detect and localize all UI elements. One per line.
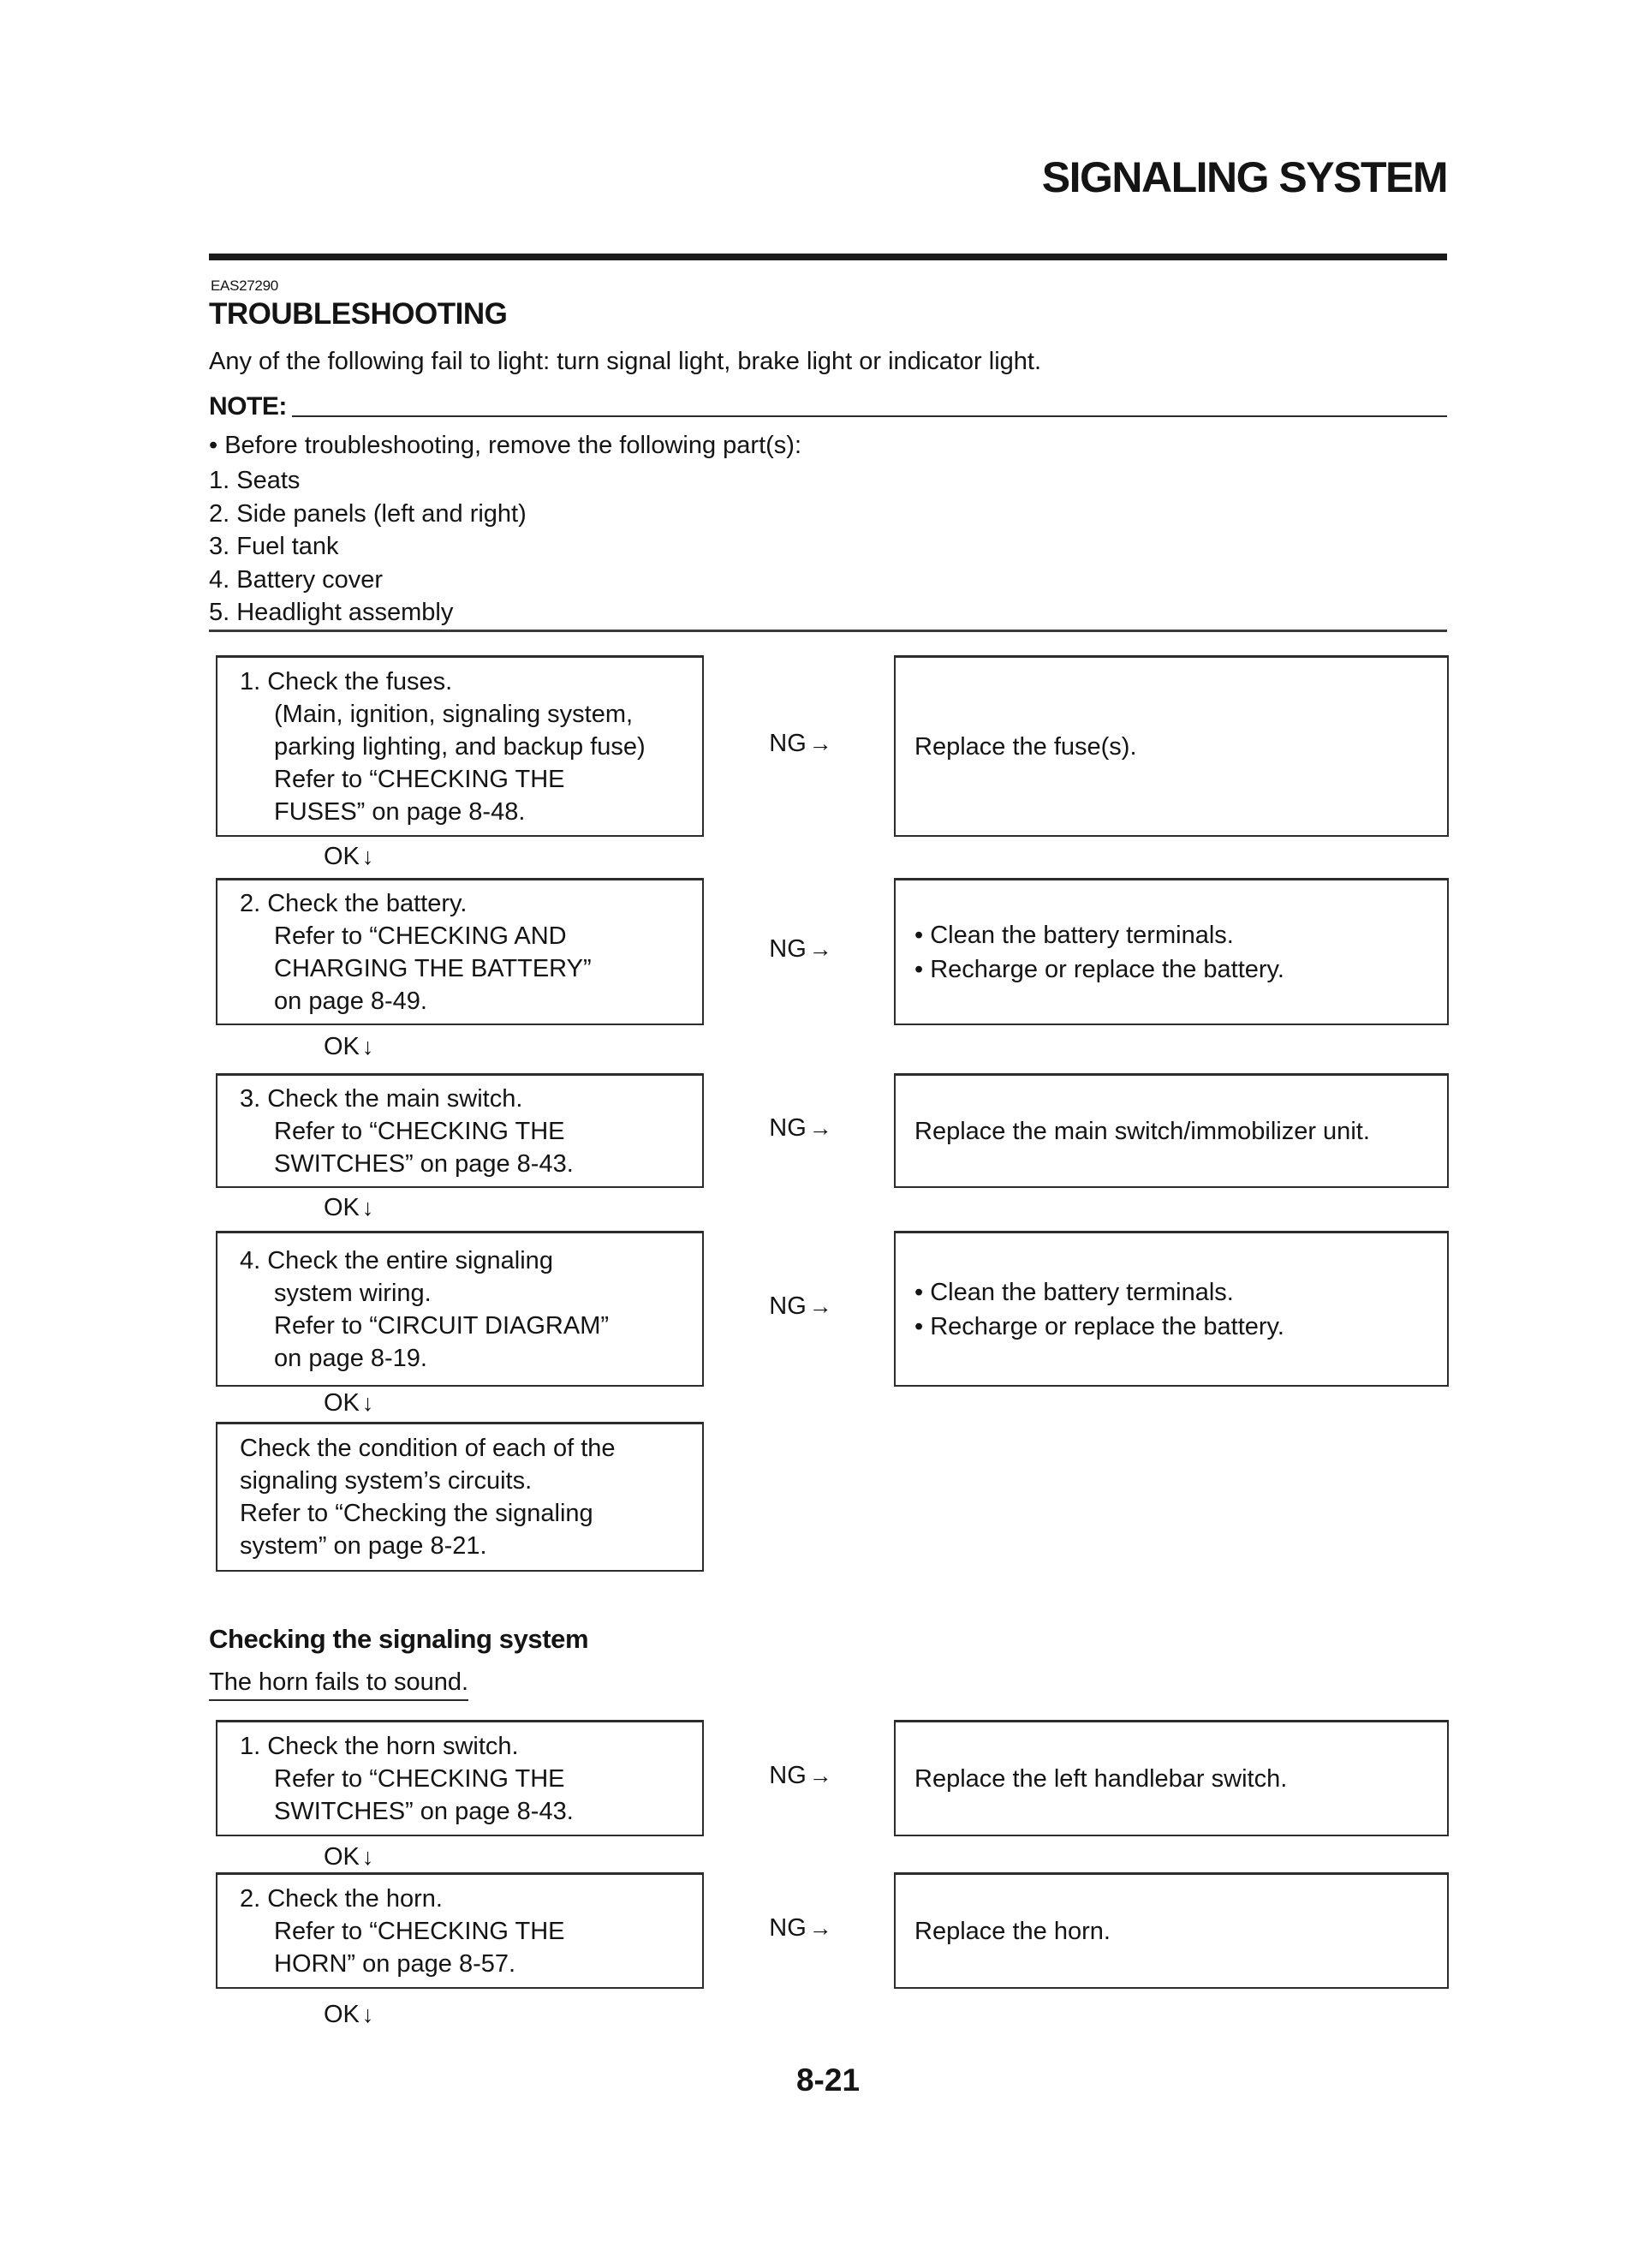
note-row — [209, 392, 1447, 421]
ok-connector: OK ↓ — [324, 2001, 374, 2028]
ng-connector: NG → — [769, 1914, 832, 1942]
result-box-horn — [894, 1872, 1449, 1989]
check-box-fuses — [216, 655, 704, 837]
right-arrow-icon: → — [808, 1915, 832, 1941]
text-line: Refer to “CIRCUIT DIAGRAM” — [274, 1311, 610, 1340]
text-line: Refer to “CHECKING AND — [274, 922, 567, 950]
ng-connector: NG → — [769, 935, 832, 963]
down-arrow-icon: ↓ — [361, 2002, 374, 2027]
text-line: CHARGING THE BATTERY” — [274, 954, 592, 982]
right-arrow-icon: → — [808, 936, 832, 962]
ok-connector: OK ↓ — [324, 1843, 374, 1871]
text-line: 1. Check the fuses. — [240, 667, 453, 695]
ng-connector: NG → — [769, 1292, 832, 1320]
ok-connector: OK ↓ — [324, 1389, 374, 1417]
text-line: 3. Fuel tank — [209, 533, 339, 560]
troubleshooting-heading: TROUBLESHOOTING — [209, 297, 508, 331]
text-line: SWITCHES” on page 8-43. — [274, 1149, 574, 1178]
ok-connector: OK ↓ — [324, 843, 374, 870]
text-line: system” on page 8-21. — [240, 1532, 487, 1560]
condition-text: The horn fails to sound. — [209, 1668, 468, 1701]
down-arrow-icon: ↓ — [361, 844, 374, 869]
text-line: • Recharge or replace the battery. — [914, 955, 1284, 983]
text-line: 2. Check the horn. — [240, 1884, 443, 1913]
list-divider — [209, 630, 1447, 632]
down-arrow-icon: ↓ — [361, 1034, 374, 1059]
ng-connector: NG → — [769, 1114, 832, 1142]
note-rule — [292, 415, 1447, 417]
check-box-wiring — [216, 1231, 704, 1387]
check-box-battery — [216, 878, 704, 1025]
text-line: • Recharge or replace the battery. — [914, 1312, 1284, 1340]
removal-list — [209, 464, 527, 630]
text-line: Refer to “CHECKING THE — [274, 1117, 565, 1145]
down-arrow-icon: ↓ — [361, 1390, 374, 1416]
result-box-battery — [894, 878, 1449, 1025]
note-bullet: • Before troubleshooting, remove the following part(s): — [209, 432, 802, 459]
down-arrow-icon: ↓ — [361, 1844, 374, 1870]
text-line: Check the condition of each of the — [240, 1435, 616, 1462]
right-arrow-icon: → — [808, 731, 832, 756]
text-line: Replace the left handlebar switch. — [914, 1764, 1288, 1793]
text-line: 3. Check the main switch. — [240, 1084, 523, 1113]
check-box-horn-switch — [216, 1720, 704, 1836]
text-line: system wiring. — [274, 1279, 432, 1307]
result-box-fuses — [894, 655, 1449, 837]
result-box-wiring — [894, 1231, 1449, 1387]
text-line: • Clean the battery terminals. — [914, 1278, 1234, 1306]
ok-connector: OK ↓ — [324, 1194, 374, 1221]
text-line: 5. Headlight assembly — [209, 599, 454, 626]
ok-connector: OK ↓ — [324, 1033, 374, 1060]
result-box-main-switch — [894, 1073, 1449, 1188]
page-title: SIGNALING SYSTEM — [1041, 153, 1447, 201]
ng-connector: NG → — [769, 1762, 832, 1789]
text-line: (Main, ignition, signaling system, — [274, 700, 634, 728]
text-line: SWITCHES” on page 8-43. — [274, 1797, 574, 1825]
signaling-check-heading: Checking the signaling system — [209, 1624, 589, 1654]
page-number: 8-21 — [795, 2062, 861, 2098]
right-arrow-icon: → — [808, 1763, 832, 1788]
down-arrow-icon: ↓ — [361, 1195, 374, 1221]
header-divider — [209, 254, 1447, 260]
text-line: FUSES” on page 8-48. — [274, 797, 526, 826]
right-arrow-icon: → — [808, 1293, 832, 1319]
text-line: Replace the main switch/immobilizer unit. — [914, 1117, 1370, 1145]
text-line: parking lighting, and backup fuse) — [274, 732, 646, 761]
ng-connector: NG → — [769, 730, 832, 757]
check-box-main-switch — [216, 1073, 704, 1188]
note-label: NOTE: — [209, 392, 287, 421]
text-line: 2. Check the battery. — [240, 889, 468, 917]
text-line: • Clean the battery terminals. — [914, 921, 1234, 949]
text-line: Refer to “CHECKING THE — [274, 765, 565, 793]
right-arrow-icon: → — [808, 1115, 832, 1141]
text-line: HORN” on page 8-57. — [274, 1949, 516, 1978]
intro-text: Any of the following fail to light: turn signal light, brake light or indicator light. — [209, 348, 1042, 375]
text-line: on page 8-49. — [274, 987, 427, 1015]
text-line: on page 8-19. — [274, 1344, 427, 1372]
text-line: 1. Check the horn switch. — [240, 1732, 519, 1760]
text-line: 4. Check the entire signaling — [240, 1246, 553, 1274]
text-line: signaling system’s circuits. — [240, 1467, 533, 1495]
text-line: Refer to “CHECKING THE — [274, 1917, 565, 1945]
text-line: 2. Side panels (left and right) — [209, 499, 527, 528]
check-box-horn — [216, 1872, 704, 1989]
result-box-horn-switch — [894, 1720, 1449, 1836]
final-check-box — [216, 1422, 704, 1572]
text-line: Refer to “CHECKING THE — [274, 1764, 565, 1793]
eas-code: EAS27290 — [211, 278, 278, 294]
text-line: 4. Battery cover — [209, 565, 384, 594]
text-line: Refer to “Checking the signaling — [240, 1500, 593, 1527]
text-line: 1. Seats — [209, 467, 301, 494]
text-line: Replace the fuse(s). — [914, 732, 1137, 761]
text-line: Replace the horn. — [914, 1917, 1111, 1945]
